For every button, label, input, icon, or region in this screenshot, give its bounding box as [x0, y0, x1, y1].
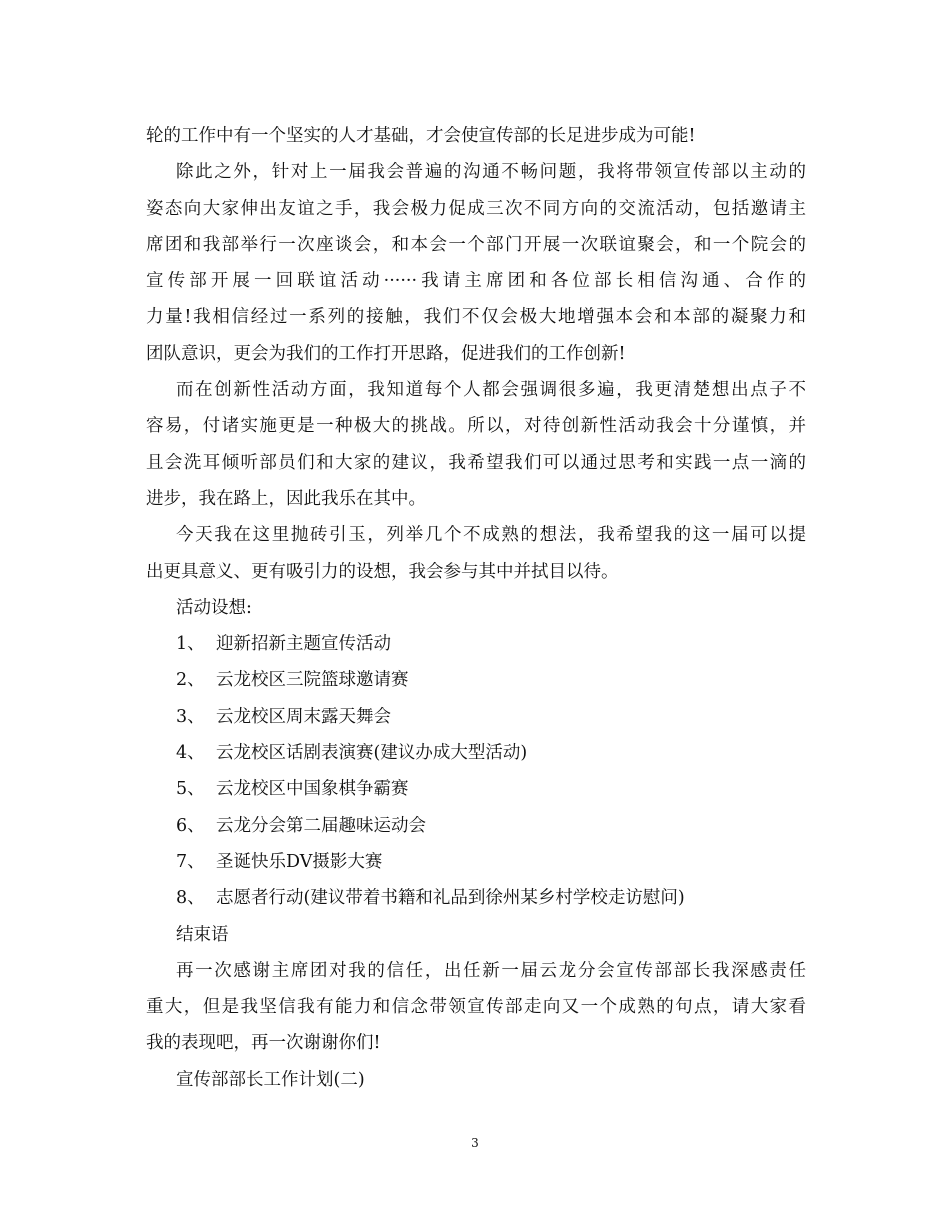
- activity-text: 云龙校区周末露天舞会: [216, 706, 391, 727]
- activity-number: 5、: [176, 779, 205, 800]
- text-line: 宣传部开展一回联谊活动······我请主席团和各位部长相信沟通、合作的: [146, 271, 806, 292]
- text-line: 而在创新性活动方面，我知道每个人都会强调很多遍，我更清楚想出点子不: [176, 380, 806, 401]
- text-line: 出更具意义、更有吸引力的设想，我会参与其中并拭目以待。: [146, 561, 619, 582]
- activity-text: 迎新招新主题宣传活动: [216, 634, 391, 655]
- activity-item: [146, 626, 806, 662]
- activity-item: [146, 699, 806, 735]
- text-line: 进步，我在路上，因此我乐在其中。: [146, 488, 426, 509]
- intro-paragraphs: [146, 118, 806, 626]
- text-line: 结束语: [176, 924, 229, 945]
- activity-number: 2、: [176, 670, 205, 691]
- activity-item: [146, 880, 806, 916]
- text-line: 今天我在这里抛砖引玉，列举几个不成熟的想法，我希望我的这一届可以提: [176, 525, 806, 546]
- activity-text: 志愿者行动(建议带着书籍和礼品到徐州某乡村学校走访慰问): [216, 888, 685, 909]
- text-line: 席团和我部举行一次座谈会，和本会一个部门开展一次联谊聚会，和一个院会的: [146, 234, 806, 255]
- activity-text: 云龙校区三院篮球邀请赛: [216, 670, 409, 691]
- text-line: 容易，付诸实施更是一种极大的挑战。所以，对待创新性活动我会十分谨慎，并: [146, 416, 806, 437]
- activity-text: 云龙校区中国象棋争霸赛: [216, 779, 409, 800]
- activity-item: [146, 808, 806, 844]
- document-body: [146, 118, 806, 1098]
- activity-number: 3、: [176, 706, 205, 727]
- activity-item: [146, 771, 806, 807]
- text-line: 团队意识，更会为我们的工作打开思路，促进我们的工作创新!: [146, 343, 626, 364]
- text-line: 且会洗耳倾听部员们和大家的建议，我希望我们可以通过思考和实践一点一滴的: [146, 452, 806, 473]
- text-line: 力量!我相信经过一系列的接触，我们不仅会极大地增强本会和本部的凝聚力和: [146, 307, 806, 328]
- text-line: 再一次感谢主席团对我的信任，出任新一届云龙分会宣传部部长我深感责任: [176, 960, 806, 981]
- activity-number: 7、: [176, 851, 205, 872]
- activity-item: [146, 662, 806, 698]
- activity-number: 6、: [176, 815, 205, 836]
- activity-item: [146, 735, 806, 771]
- page-number: 3: [471, 1136, 479, 1150]
- activity-text: 云龙校区话剧表演赛(建议办成大型活动): [216, 743, 528, 764]
- activity-text: 圣诞快乐DV摄影大赛: [216, 851, 383, 872]
- text-line: 轮的工作中有一个坚实的人才基础，才会使宣传部的长足进步成为可能!: [146, 126, 696, 146]
- activity-number: 1、: [176, 634, 205, 655]
- text-line: 重大，但是我坚信我有能力和信念带领宣传部走向又一个成熟的句点，请大家看: [146, 997, 806, 1018]
- activity-text: 云龙分会第二届趣味运动会: [216, 815, 426, 836]
- text-line: 除此之外，针对上一届我会普遍的沟通不畅问题，我将带领宣传部以主动的: [176, 162, 806, 183]
- text-line: 我的表现吧，再一次谢谢你们!: [146, 1033, 381, 1054]
- activity-number: 4、: [176, 743, 205, 764]
- text-line: 宣传部部长工作计划(二): [176, 1069, 365, 1090]
- activity-list: [146, 626, 806, 916]
- activity-number: 8、: [176, 888, 205, 909]
- text-line: 姿态向大家伸出友谊之手，我会极力促成三次不同方向的交流活动，包括邀请主: [146, 198, 806, 219]
- activity-item: [146, 844, 806, 880]
- closing-paragraphs: [146, 917, 806, 1098]
- text-line: 活动设想:: [176, 597, 252, 618]
